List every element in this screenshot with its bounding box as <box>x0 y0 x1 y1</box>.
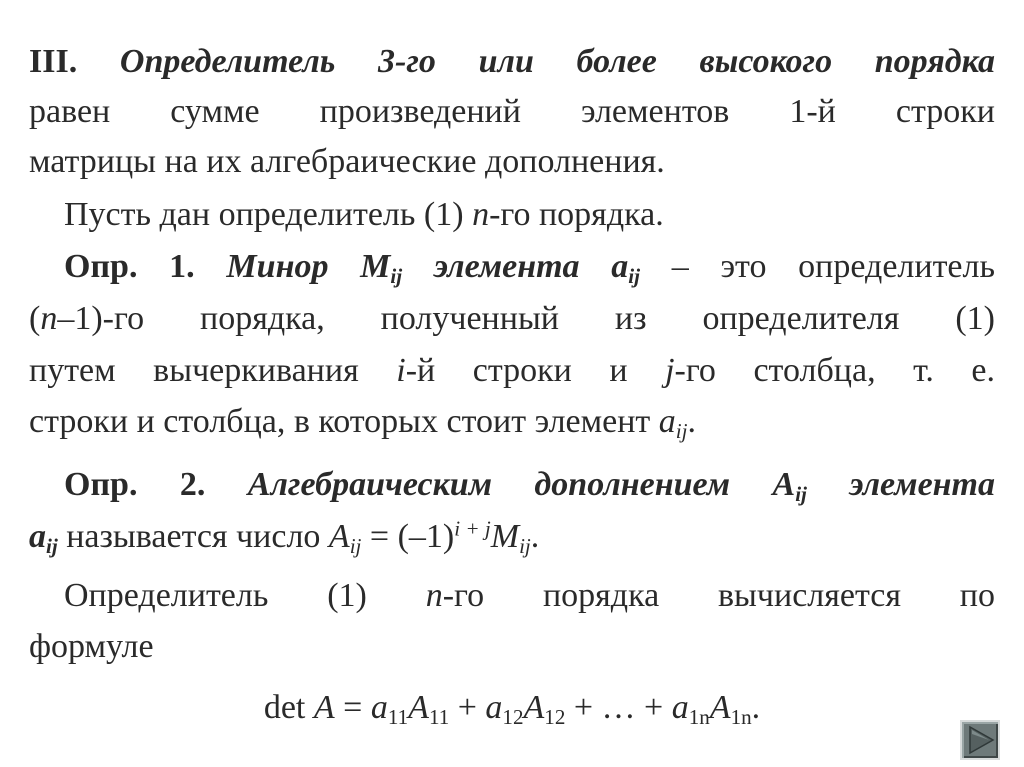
given-text-end: -го порядка. <box>489 196 664 233</box>
given-line <box>64 195 1024 235</box>
def1-l3-b: -й строки и <box>405 352 666 389</box>
def1-l3-a: путем вычеркивания <box>29 352 397 389</box>
def2-M-sub: ij <box>519 533 531 558</box>
f-a1n: a <box>671 689 689 726</box>
def2-A-sub: ij <box>349 533 362 558</box>
next-slide-button[interactable] <box>960 720 1000 760</box>
def2-term-element: элемента <box>849 466 995 503</box>
def2-A: A <box>328 518 350 555</box>
f-plus1: + <box>449 689 486 726</box>
def2-term-sub: ij <box>795 481 807 506</box>
theorem-line-2 <box>29 92 995 132</box>
f-a1n-sub: 1n <box>688 704 710 729</box>
p5-n: n <box>425 577 443 614</box>
def2-end: . <box>530 518 540 555</box>
p5-a: Определитель (1) <box>64 577 426 614</box>
theorem-number: III. <box>29 43 78 80</box>
def2-term <box>247 466 807 506</box>
f-a12: a <box>485 689 503 726</box>
given-text: Пусть дан определитель (1) <box>64 196 473 233</box>
def1-term-minor-sub: ij <box>390 263 403 288</box>
def2-eq: = (–1) <box>361 518 455 555</box>
def1-rest: – это определитель <box>671 248 995 285</box>
def1-term-element-sub: ij <box>628 263 640 288</box>
def1-term-element: элемента a <box>402 248 629 285</box>
f-a11: a <box>370 689 388 726</box>
def1-line-3 <box>29 351 995 391</box>
f-a11-sub: 11 <box>387 704 409 729</box>
theorem-line-1 <box>29 42 995 82</box>
def2-line-1 <box>64 465 995 505</box>
def1-aij-sub: ij <box>675 418 688 443</box>
formula-intro-line-2 <box>29 627 995 667</box>
f-eq: = <box>334 689 371 726</box>
theorem-text-end: матрицы на их алгебраические дополнения. <box>29 143 665 180</box>
f-A12-sub: 12 <box>544 704 566 729</box>
p5-formula-word: формуле <box>29 628 154 665</box>
play-arrow-icon <box>962 722 998 758</box>
def1-l4-end: . <box>687 403 696 440</box>
f-A: A <box>313 689 335 726</box>
def2-line-2 <box>29 517 995 557</box>
f-A11-sub: 11 <box>428 704 450 729</box>
def1-line-1 <box>64 247 995 287</box>
def2-M: M <box>490 518 520 555</box>
def2-label: Опр. 2. <box>64 466 206 503</box>
def2-term-main: Алгебраическим дополнением A <box>247 466 796 503</box>
f-A11: A <box>408 689 429 726</box>
theorem-text: равен сумме произведений элементов 1-й строки <box>29 93 995 130</box>
def1-n: n <box>40 300 58 337</box>
def1-label: Опр. 1. <box>64 248 195 285</box>
f-a12-sub: 12 <box>502 704 524 729</box>
theorem-title: Определитель 3-го или более высокого порядка <box>119 43 995 80</box>
def1-term <box>226 248 640 288</box>
given-n: n <box>472 196 490 233</box>
def2-exp: i + j <box>454 516 491 541</box>
f-end: . <box>751 689 761 726</box>
def1-aij: a <box>658 403 676 440</box>
p5-b: -го порядка вычисляется по <box>442 577 996 614</box>
def1-j: j <box>665 352 675 389</box>
theorem-line-3 <box>29 142 995 182</box>
def1-l3-c: -го столбца, т. е. <box>674 352 996 389</box>
def1-line-4 <box>29 402 995 442</box>
f-det: det <box>263 689 314 726</box>
determinant-formula <box>0 688 1024 728</box>
def1-i: i <box>396 352 406 389</box>
def2-aij: a <box>29 518 46 555</box>
formula-intro-line-1 <box>64 576 995 616</box>
def1-term-minor: Минор M <box>226 248 391 285</box>
def1-line-2 <box>29 299 995 339</box>
def1-l2-b: –1)-го порядка, полученный из определителя (1) <box>57 300 995 337</box>
def2-aij-sub: ij <box>46 533 58 558</box>
f-A1n-sub: 1n <box>730 704 752 729</box>
f-plus2: + … + <box>565 689 672 726</box>
def2-l2-text: называется число <box>57 518 329 555</box>
def1-l4-a: строки и столбца, в которых стоит элемент <box>29 403 659 440</box>
def1-l2-a: ( <box>29 300 41 337</box>
f-A12: A <box>523 689 545 726</box>
f-A1n: A <box>709 689 731 726</box>
